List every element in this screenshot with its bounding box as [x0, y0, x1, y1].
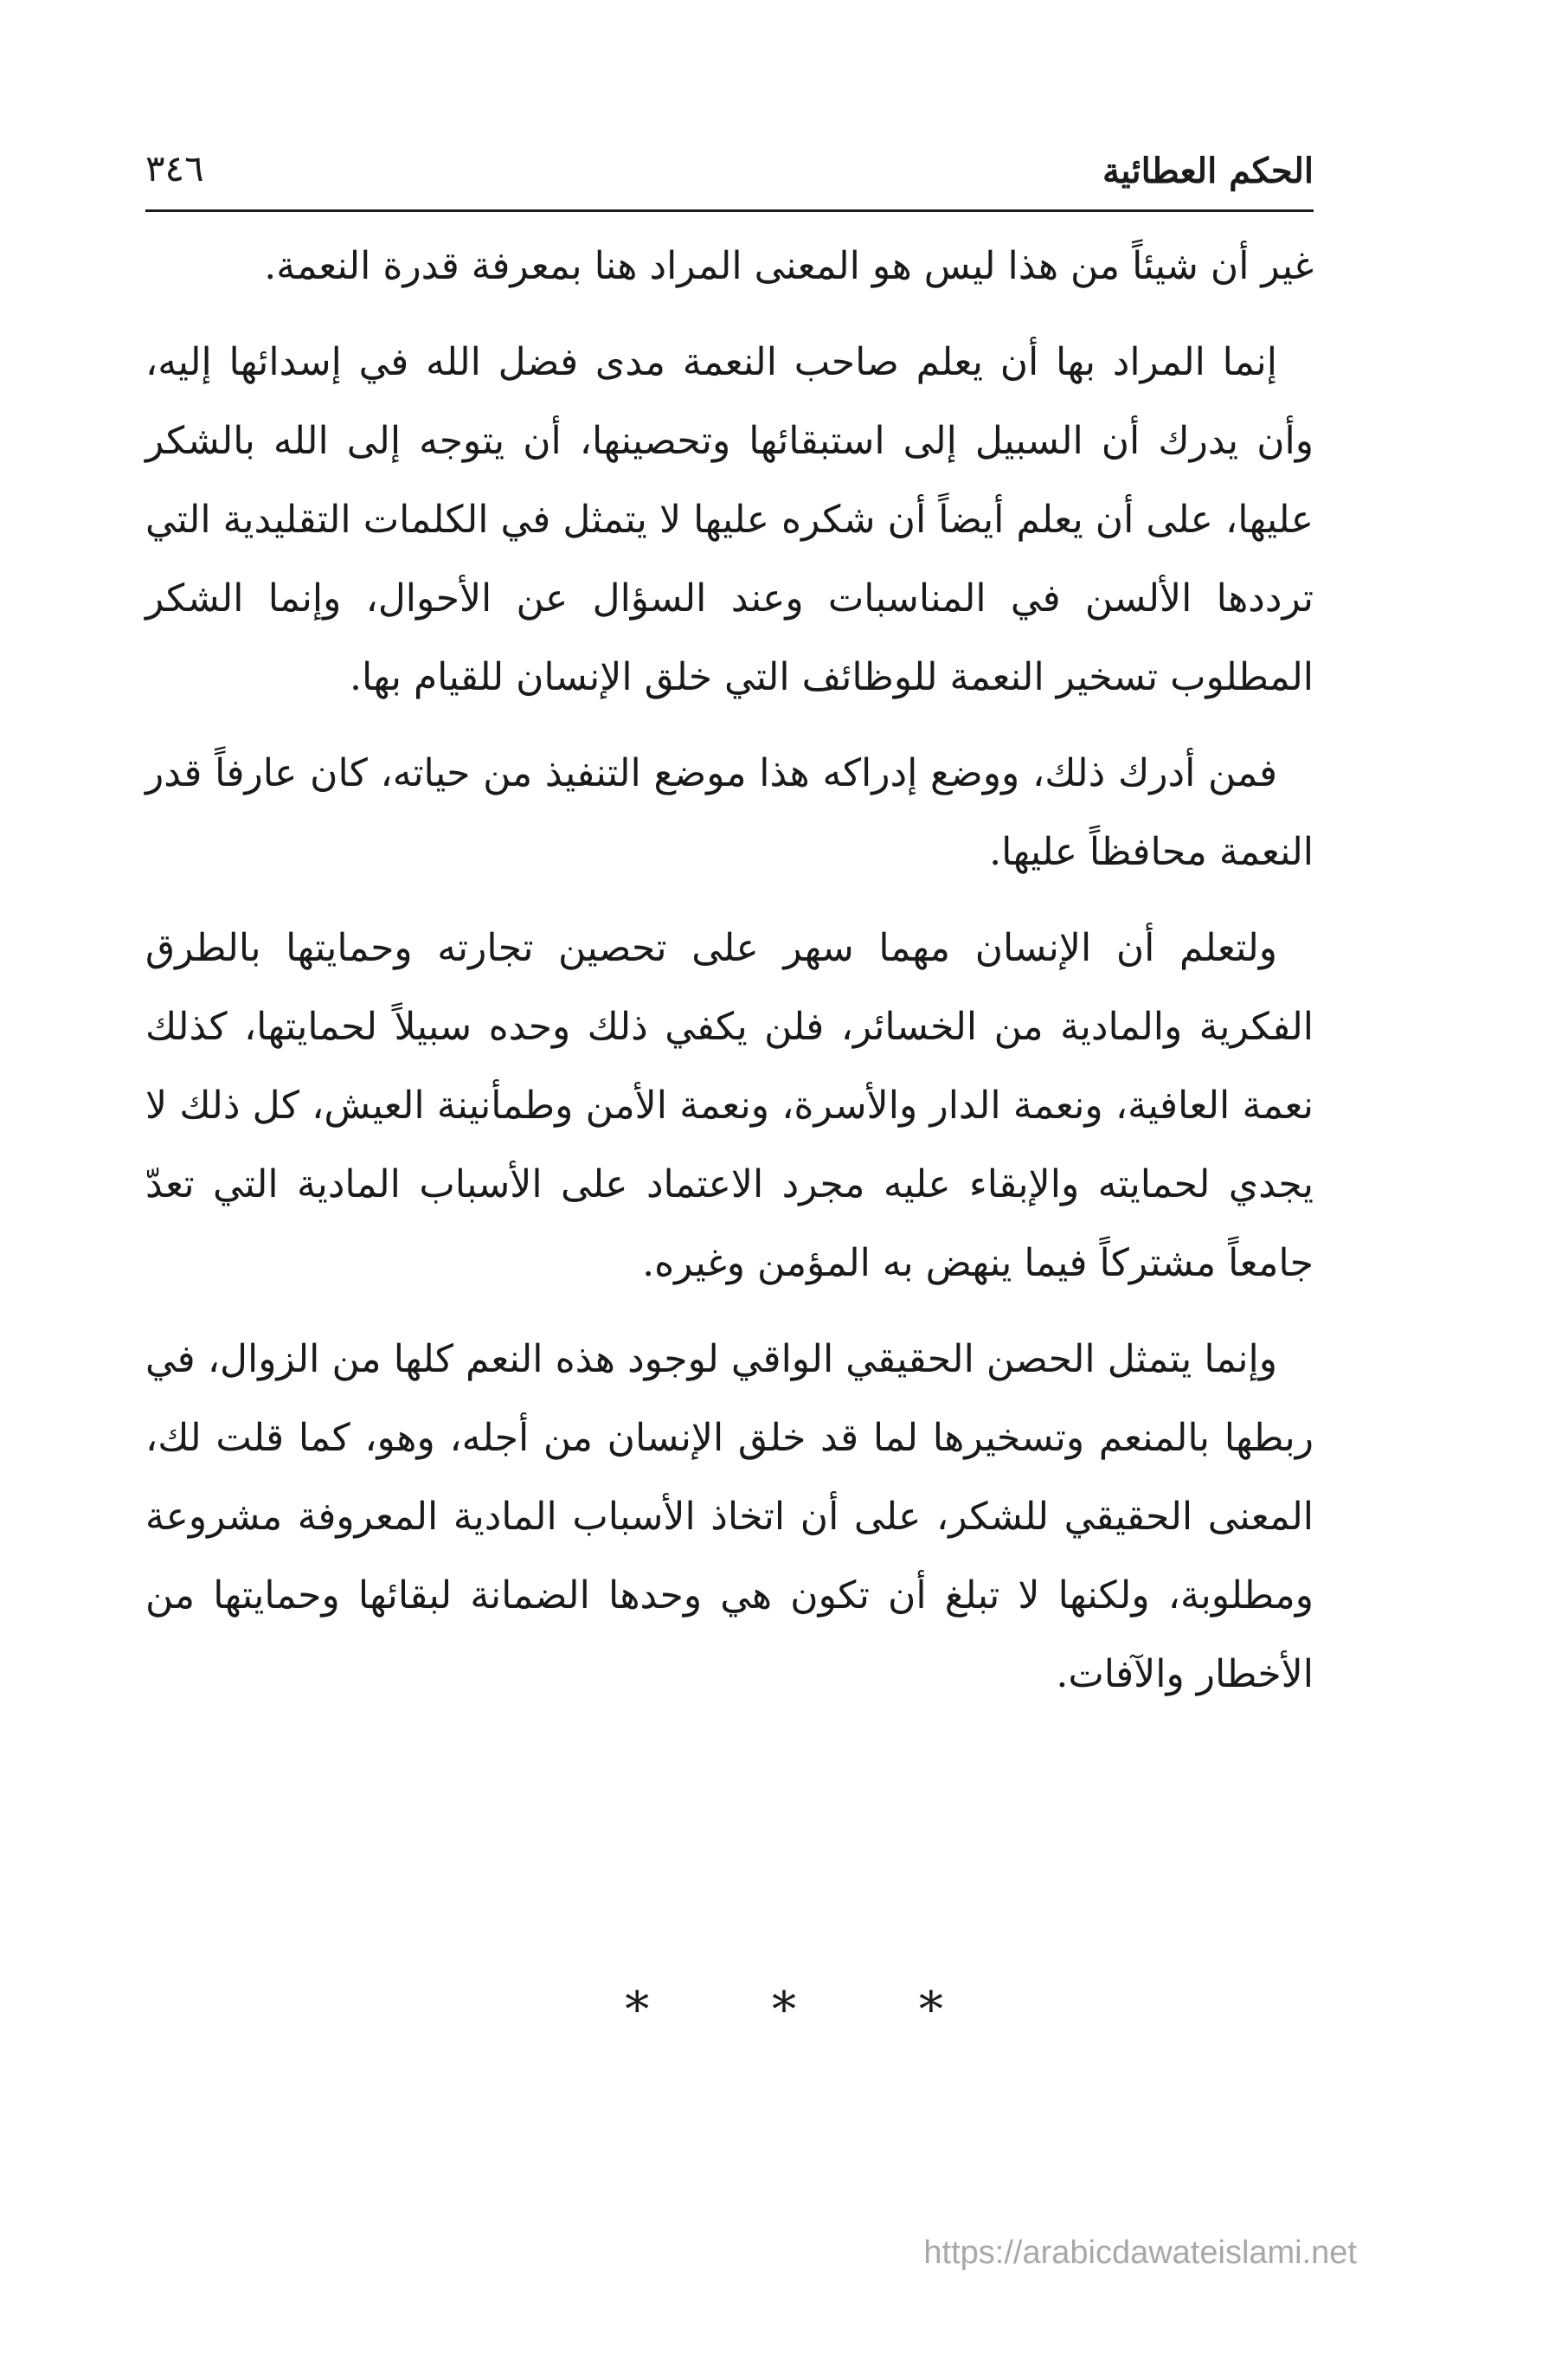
page-number: ٣٤٦	[145, 147, 204, 190]
header-rule	[145, 209, 1314, 212]
section-separator	[0, 1982, 1568, 2038]
paragraph: إنما المراد بها أن يعلم صاحب النعمة مدى فضل الله في إسدائها إليه، وأن يدرك أن السبيل إلى استبقائها وتحصينها، أن يتوجه إلى الله بالشكر عليها، على أن يعلم أيضاً أن شكره عليها لا يتمثل في الكلمات التقليدية التي ترددها الألسن في المناسبات وعند السؤال عن الأحوال، وإنما الشكر المطلوب تسخير النعمة للوظائف التي خلق الإنسان للقيام بها.	[145, 340, 1314, 699]
paragraph: وإنما يتمثل الحصن الحقيقي الواقي لوجود هذه النعم كلها من الزوال، في ربطها بالمنعم وتسخيرها لما قد خلق الإنسان من أجله، وهو، كما قلت لك، المعنى الحقيقي للشكر، على أن اتخاذ الأسباب المادية المعروفة مشروعة ومطلوبة، ولكنها لا تبلغ أن تكون هي وحدها الضمانة لبقائها وحمايتها من الأخطار والآفات.	[145, 1337, 1314, 1696]
watermark-url: https://arabicdawateislami.net	[923, 2235, 1357, 2271]
running-title: الحكم العطائية	[1102, 151, 1314, 191]
paragraph: ولتعلم أن الإنسان مهما سهر على تحصين تجارته وحمايتها بالطرق الفكرية والمادية من الخسائر، فلن يكفي ذلك وحده سبيلاً لحمايتها، كذلك نعمة العافية، ونعمة الدار والأسرة، ونعمة الأمن وطمأنينة العيش، كل ذلك لا يجدي لحمايته والإبقاء عليه مجرد الاعتماد على الأسباب المادية التي تعدّ جامعاً مشتركاً فيما ينهض به المؤمن وغيره.	[145, 926, 1314, 1285]
paragraph: فمن أدرك ذلك، ووضع إدراكه هذا موضع التنفيذ من حياته، كان عارفاً قدر النعمة محافظاً عليها.	[145, 751, 1314, 874]
paragraph: غير أن شيئاً من هذا ليس هو المعنى المراد هنا بمعرفة قدرة النعمة.	[264, 244, 1314, 288]
asterisk: *	[918, 1982, 943, 2038]
page-header	[145, 138, 1314, 208]
body-text	[145, 227, 1314, 1731]
asterisk: *	[625, 1982, 650, 2038]
asterisk: *	[772, 1982, 796, 2038]
